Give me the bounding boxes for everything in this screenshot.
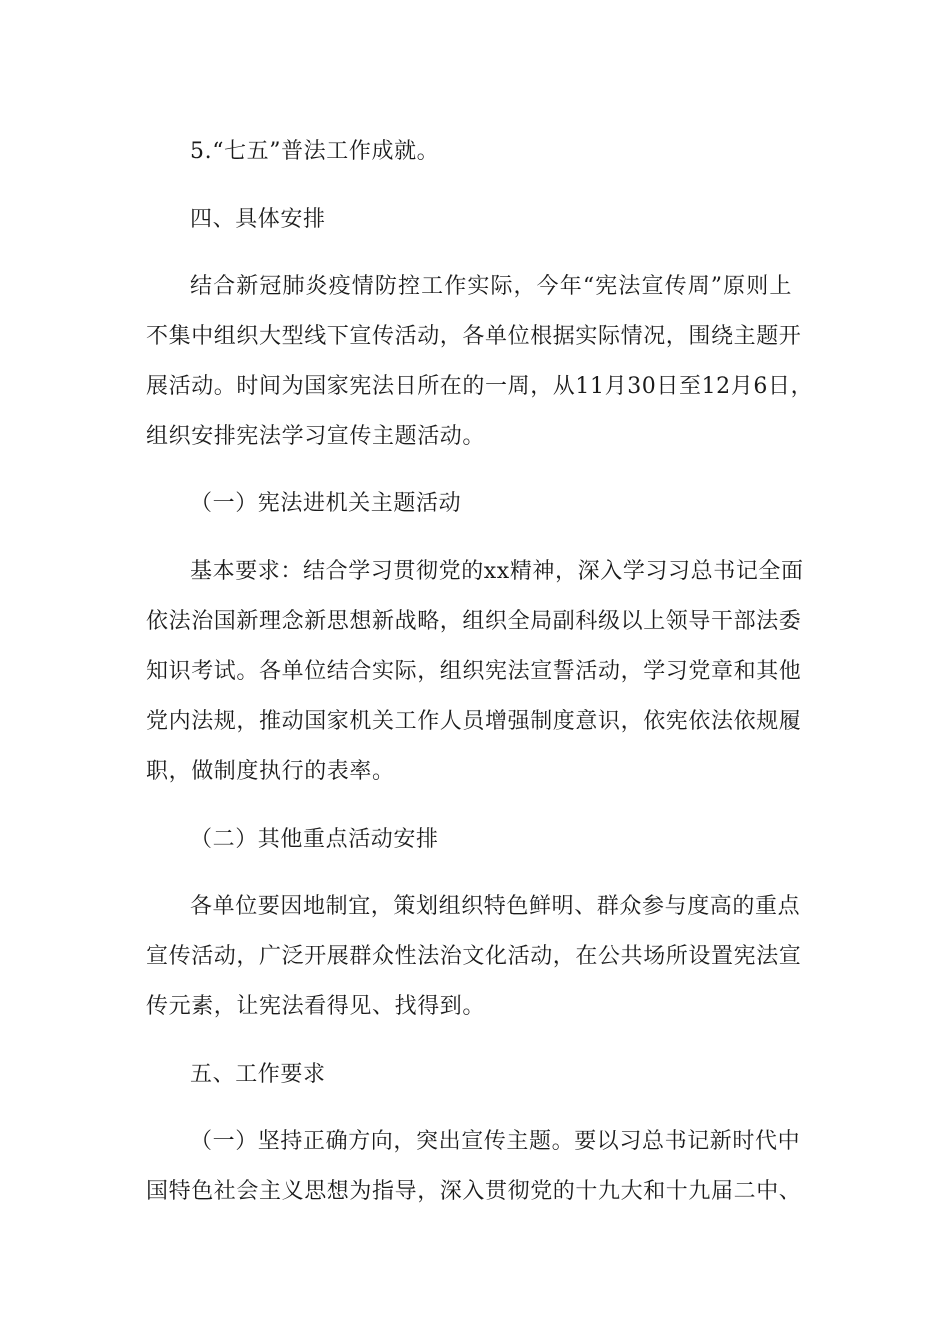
subsection-heading-1: （一）宪法进机关主题活动 (190, 491, 462, 516)
paragraph-line: 各单位要因地制宜，策划组织特色鲜明、群众参与度高的重点 (190, 894, 801, 919)
list-item-5: 5.“七五”普法工作成就。 (190, 139, 440, 164)
paragraph-line: 展活动。时间为国家宪法日所在的一周，从11月30日至12月6日， (146, 374, 814, 399)
paragraph-line: 传元素，让宪法看得见、找得到。 (146, 994, 486, 1019)
paragraph-line: 职，做制度执行的表率。 (146, 759, 395, 784)
paragraph-line: 组织安排宪法学习宣传主题活动。 (146, 424, 486, 449)
paragraph-line: 依法治国新理念新思想新战略，组织全局副科级以上领导干部法委 (146, 609, 802, 634)
paragraph-line: 知识考试。各单位结合实际，组织宪法宣誓活动，学习党章和其他 (146, 659, 802, 684)
paragraph-line: 结合新冠肺炎疫情防控工作实际，今年“宪法宣传周”原则上 (190, 274, 792, 299)
section-heading-5: 五、工作要求 (190, 1062, 326, 1087)
paragraph-line: 国特色社会主义思想为指导，深入贯彻党的十九大和十九届二中、 (146, 1179, 802, 1204)
paragraph-line: 不集中组织大型线下宣传活动，各单位根据实际情况，围绕主题开 (146, 324, 802, 349)
paragraph-line: （一）坚持正确方向，突出宣传主题。要以习总书记新时代中 (190, 1129, 801, 1154)
paragraph-line: 党内法规，推动国家机关工作人员增强制度意识，依宪依法依规履 (146, 709, 802, 734)
paragraph-line: 宣传活动，广泛开展群众性法治文化活动，在公共场所设置宪法宣 (146, 944, 802, 969)
paragraph-line: 基本要求：结合学习贯彻党的xx精神，深入学习习总书记全面 (190, 559, 804, 584)
section-heading-4: 四、具体安排 (190, 207, 326, 232)
subsection-heading-2: （二）其他重点活动安排 (190, 827, 439, 852)
